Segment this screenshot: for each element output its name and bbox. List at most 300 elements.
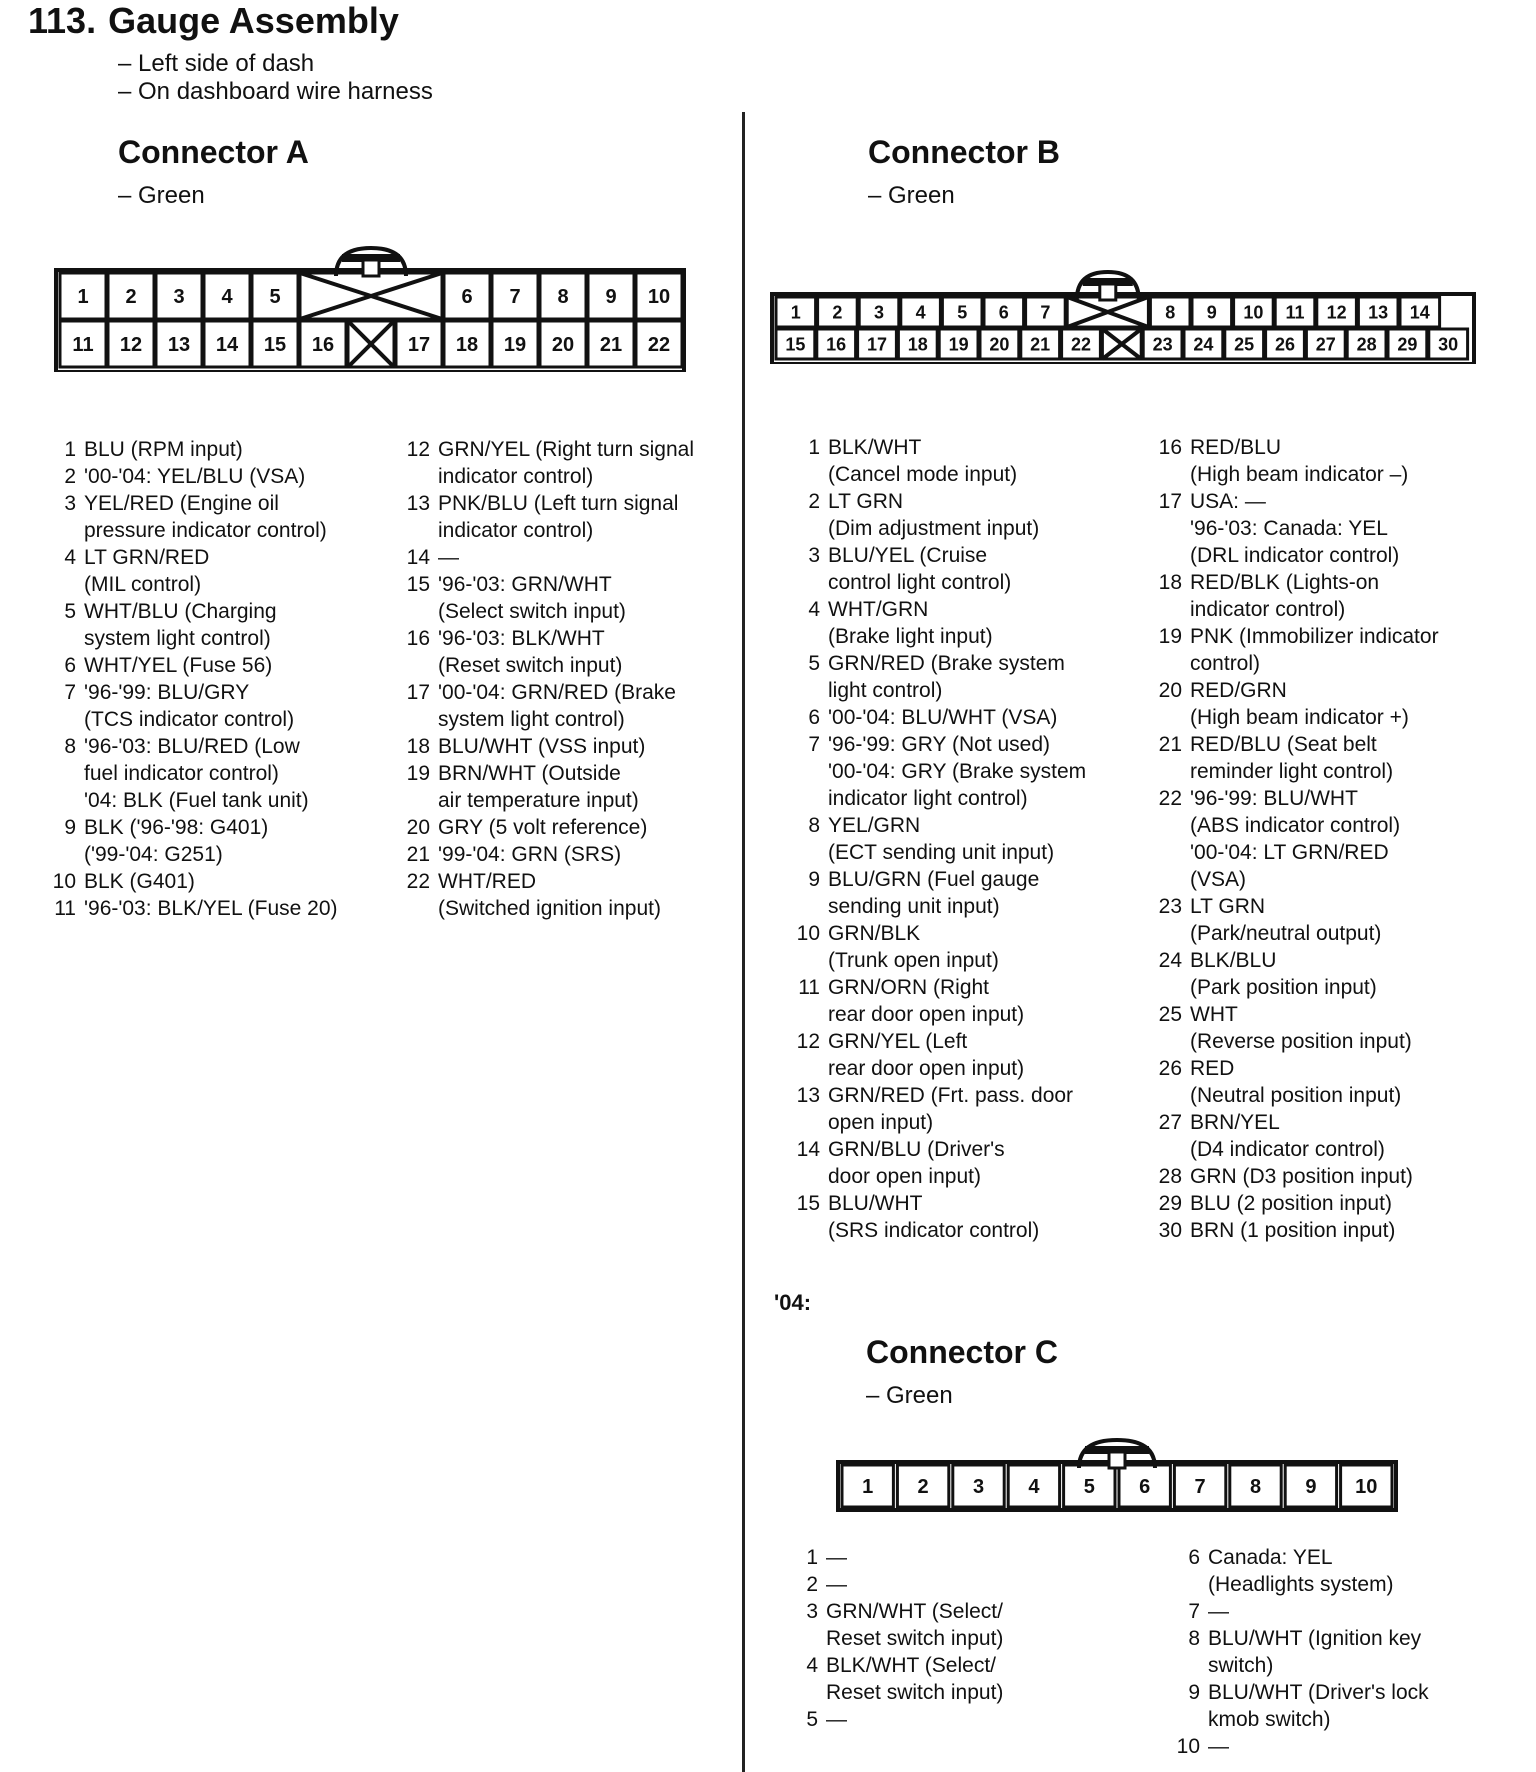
pin-description-line: ('99-'04: G251) (84, 843, 223, 866)
pin-number: 12 (406, 438, 430, 461)
pin-entry (1152, 1001, 1492, 1055)
connector-pin (156, 321, 202, 367)
pin-number: 21 (1158, 733, 1182, 756)
pin-description-line: (Neutral position input) (1190, 1084, 1402, 1107)
page-title (28, 0, 399, 42)
pin-description (1208, 1598, 1500, 1625)
pin-description-line: indicator light control) (828, 787, 1028, 810)
pin-entry (400, 625, 736, 679)
pin-entry (400, 436, 736, 490)
connector-b-diagram (770, 258, 1476, 364)
pin-number: 7 (64, 681, 76, 704)
pin-description-line: — (438, 546, 459, 569)
pin-entry (790, 974, 1130, 1028)
pin-entry (400, 760, 736, 814)
pin-entry (1152, 947, 1492, 1001)
connector-a-color: – Green (118, 182, 205, 209)
connector-pin (858, 329, 897, 359)
pin-label: 4 (915, 302, 926, 323)
connector-pin (1388, 329, 1427, 359)
connector-pin (1347, 329, 1386, 359)
connector-pin (1400, 297, 1440, 327)
pin-description (438, 841, 736, 868)
pin-description (1190, 1163, 1492, 1190)
pin-label: 19 (503, 334, 527, 357)
column-divider (742, 112, 745, 1772)
connector-c-title: Connector C (866, 1334, 1058, 1370)
connector-pin (1341, 1465, 1392, 1507)
pin-number: 5 (808, 652, 820, 675)
pin-number: 27 (1158, 1111, 1182, 1134)
pin-entry (1152, 488, 1492, 569)
connector-b-title: Connector B (868, 134, 1060, 170)
connector-a-pins-col2 (400, 436, 736, 922)
pin-number: 15 (406, 573, 430, 596)
pin-description (828, 974, 1130, 1028)
connector-c-pins-col1 (788, 1544, 1088, 1733)
pin-number: 8 (808, 814, 820, 837)
pin-description-line: (Select switch input) (438, 600, 626, 623)
pin-label: 3 (173, 286, 185, 309)
pin-entry (400, 679, 736, 733)
pin-entry (1170, 1598, 1500, 1625)
pin-description (1190, 1217, 1492, 1244)
connector-a-pins-col1 (46, 436, 376, 922)
pin-description-line: door open input) (828, 1165, 981, 1188)
pin-entry (1152, 893, 1492, 947)
pin-description (1190, 731, 1492, 785)
blank-cavity (1102, 329, 1141, 359)
pin-label: 1 (77, 286, 89, 309)
blank-cavity (348, 321, 394, 367)
pin-label: 20 (989, 334, 1010, 355)
pin-description-line: — (826, 1708, 847, 1731)
pin-description-line: (Dim adjustment input) (828, 517, 1040, 540)
pin-description-line: '96-'99: BLU/GRY (84, 681, 250, 704)
pin-description-line: BLK/WHT (828, 436, 922, 459)
connector-pin (1225, 329, 1264, 359)
pin-description-line: RED/BLU (1190, 436, 1282, 459)
pin-description (84, 463, 376, 490)
pin-label: 12 (119, 334, 143, 357)
pin-entry (790, 650, 1130, 704)
connector-pin (897, 1465, 948, 1507)
pin-label: 10 (1243, 302, 1264, 323)
connector-pin (1275, 297, 1315, 327)
pin-number: 2 (808, 490, 820, 513)
pin-description-line: BLK/WHT (Select/ (826, 1654, 996, 1677)
connector-pin (817, 329, 856, 359)
pin-number: 16 (1158, 436, 1182, 459)
pin-entry (46, 436, 376, 463)
pin-description-line: '04: BLK (Fuel tank unit) (84, 789, 309, 812)
pin-number: 8 (1188, 1627, 1200, 1650)
pin-description (1190, 677, 1492, 731)
pin-entry (788, 1571, 1088, 1598)
pin-entry (790, 1028, 1130, 1082)
pin-description-line: '00-'04: LT GRN/RED (1190, 841, 1389, 864)
pin-description-line: (MIL control) (84, 573, 202, 596)
pin-description (1190, 893, 1492, 947)
connector-pin (984, 297, 1024, 327)
pin-entry (1152, 1055, 1492, 1109)
pin-number: 9 (1188, 1681, 1200, 1704)
pin-number: 6 (808, 706, 820, 729)
pin-number: 2 (806, 1573, 818, 1596)
pin-entry (788, 1652, 1088, 1706)
pin-description-line: BLK ('96-'98: G401) (84, 816, 269, 839)
pin-label: 9 (1305, 1476, 1317, 1499)
pin-description (1190, 785, 1492, 893)
pin-number: 9 (64, 816, 76, 839)
connector-pin (540, 321, 586, 367)
pin-label: 16 (826, 334, 847, 355)
pin-entry (46, 679, 376, 733)
pin-description-line: BLU/GRN (Fuel gauge (828, 868, 1040, 891)
pin-label: 26 (1274, 334, 1296, 355)
pin-label: 18 (907, 334, 928, 355)
pin-description (438, 760, 736, 814)
pin-number: 20 (1158, 679, 1182, 702)
pin-description-line: (High beam indicator +) (1190, 706, 1409, 729)
pin-description-line: '96-'03: GRN/WHT (438, 573, 612, 596)
pin-description-line: '00-'04: GRN/RED (Brake (438, 681, 676, 704)
pin-description-line: (DRL indicator control) (1190, 544, 1400, 567)
pin-description-line: '96-'03: BLU/RED (Low (84, 735, 300, 758)
pin-label: 21 (1030, 334, 1051, 355)
pin-description (828, 866, 1130, 920)
pin-entry (788, 1544, 1088, 1571)
pin-description-line: BLU/WHT (828, 1192, 923, 1215)
pin-number: 17 (1158, 490, 1182, 513)
pin-number: 11 (798, 976, 820, 999)
pin-description-line: switch) (1208, 1654, 1274, 1677)
pin-description-line: '96-'03: BLK/YEL (Fuse 20) (84, 897, 338, 920)
pin-description-line: — (826, 1573, 847, 1596)
pin-number: 2 (64, 465, 76, 488)
connector-pin (540, 273, 586, 319)
connector-pin (818, 297, 858, 327)
pin-description (828, 542, 1130, 596)
pin-description-line: WHT/GRN (828, 598, 929, 621)
pin-description-line: control) (1190, 652, 1261, 675)
pin-label: 29 (1397, 334, 1418, 355)
pin-number: 19 (406, 762, 430, 785)
pin-label: 10 (1355, 1476, 1378, 1499)
pin-description-line: BLU (2 position input) (1190, 1192, 1392, 1215)
pin-description (828, 1190, 1130, 1244)
connector-c-color: – Green (866, 1382, 953, 1409)
pin-description (1190, 1055, 1492, 1109)
pin-description (828, 650, 1130, 704)
pin-label: 2 (917, 1476, 929, 1499)
pin-description (438, 571, 736, 625)
connector-b-pins-col2 (1152, 434, 1492, 1244)
pin-number: 23 (1158, 895, 1182, 918)
pin-description-line: '00-'04: YEL/BLU (VSA) (84, 465, 306, 488)
pin-number: 21 (406, 843, 430, 866)
connector-pin (204, 273, 250, 319)
pin-description (826, 1544, 1088, 1571)
pin-number: 3 (64, 492, 76, 515)
pin-number: 1 (806, 1546, 818, 1569)
pin-label: 5 (1083, 1476, 1095, 1499)
connector-pin (842, 1465, 893, 1507)
pin-number: 6 (64, 654, 76, 677)
pin-entry (790, 920, 1130, 974)
pin-entry (46, 814, 376, 868)
pin-description (438, 625, 736, 679)
pin-description (1208, 1544, 1500, 1598)
pin-number: 22 (406, 870, 430, 893)
pin-label: 24 (1193, 334, 1214, 355)
pin-number: 7 (808, 733, 820, 756)
connector-pin (776, 297, 816, 327)
connector-pin (942, 297, 982, 327)
pin-description-line: (Switched ignition input) (438, 897, 661, 920)
pin-description-line: LT GRN (828, 490, 904, 513)
pin-description (438, 679, 736, 733)
pin-description (828, 1082, 1130, 1136)
pin-number: 19 (1158, 625, 1182, 648)
connector-pin (1150, 297, 1190, 327)
pin-description-line: LT GRN (1190, 895, 1266, 918)
pin-description-line: — (1208, 1600, 1229, 1623)
pin-number: 24 (1158, 949, 1182, 972)
pin-entry (1152, 569, 1492, 623)
connector-pin (859, 297, 899, 327)
pin-description (1208, 1625, 1500, 1679)
pin-number: 29 (1158, 1192, 1182, 1215)
pin-entry (46, 544, 376, 598)
pin-number: 8 (64, 735, 76, 758)
connector-pin (1266, 329, 1305, 359)
pin-description-line: YEL/RED (Engine oil (84, 492, 279, 515)
pin-number: 3 (806, 1600, 818, 1623)
pin-label: 9 (605, 286, 617, 309)
connector-b-color: – Green (868, 182, 955, 209)
connector-pin (588, 321, 634, 367)
connector-pin (1192, 297, 1232, 327)
pin-number: 4 (64, 546, 76, 569)
pin-number: 28 (1158, 1165, 1182, 1188)
connector-c-svg (836, 1432, 1398, 1512)
pin-description-line: kmob switch) (1208, 1708, 1331, 1731)
pin-label: 16 (311, 334, 335, 357)
pin-description-line: reminder light control) (1190, 760, 1394, 783)
pin-description (84, 598, 376, 652)
pin-description-line: (High beam indicator –) (1190, 463, 1409, 486)
pin-label: 11 (72, 334, 94, 357)
pin-description-line: (ECT sending unit input) (828, 841, 1055, 864)
pin-description-line: BLU/YEL (Cruise (828, 544, 988, 567)
pin-description-line: (Reset switch input) (438, 654, 623, 677)
pin-label: 17 (866, 334, 888, 355)
pin-number: 26 (1158, 1057, 1182, 1080)
connector-pin (444, 273, 490, 319)
pin-entry (790, 1082, 1130, 1136)
pin-entry (1170, 1544, 1500, 1598)
pin-number: 14 (796, 1138, 820, 1161)
pin-description (1190, 488, 1492, 569)
pin-entry (46, 598, 376, 652)
pin-description-line: PNK (Immobilizer indicator (1190, 625, 1439, 648)
pin-entry (790, 866, 1130, 920)
pin-description-line: RED/GRN (1190, 679, 1287, 702)
pin-description (438, 733, 736, 760)
pin-description-line: BLU/WHT (Driver's lock (1208, 1681, 1429, 1704)
pin-description-line: GRN/YEL (Left (828, 1030, 968, 1053)
pin-description-line: WHT (1190, 1003, 1238, 1026)
pin-description-line: '96-'03: BLK/WHT (438, 627, 605, 650)
pin-entry (790, 1190, 1130, 1244)
pin-description-line: pressure indicator control) (84, 519, 327, 542)
pin-entry (400, 571, 736, 625)
connector-a-title: Connector A (118, 134, 309, 170)
pin-label: 14 (1409, 302, 1430, 323)
pin-description-line: fuel indicator control) (84, 762, 279, 785)
pin-number: 5 (806, 1708, 818, 1731)
pin-description-line: GRY (5 volt reference) (438, 816, 648, 839)
pin-entry (400, 490, 736, 544)
pin-entry (790, 596, 1130, 650)
pin-entry (46, 733, 376, 814)
pin-description-line: control light control) (828, 571, 1012, 594)
connector-pin (252, 321, 298, 367)
pin-entry (400, 733, 736, 760)
pin-entry (1170, 1679, 1500, 1733)
pin-entry (1152, 1190, 1492, 1217)
pin-number: 25 (1158, 1003, 1182, 1026)
pin-description-line: '00-'04: GRY (Brake system (828, 760, 1087, 783)
connector-pin (1429, 329, 1468, 359)
pin-label: 28 (1356, 334, 1377, 355)
connector-a-diagram (54, 240, 686, 372)
pin-description-line: GRN/BLK (828, 922, 921, 945)
connector-pin (636, 321, 682, 367)
pin-description-line: GRN/RED (Frt. pass. door (828, 1084, 1074, 1107)
pin-entry (1152, 1163, 1492, 1190)
pin-description-line: (Reverse position input) (1190, 1030, 1412, 1053)
pin-description-line: PNK/BLU (Left turn signal (438, 492, 679, 515)
pin-entry (400, 841, 736, 868)
pin-description (438, 490, 736, 544)
connector-b-svg (770, 258, 1476, 364)
pin-label: 14 (215, 334, 239, 357)
pin-description-line: RED (1190, 1057, 1235, 1080)
connector-pin (1184, 329, 1223, 359)
pin-label: 12 (1326, 302, 1347, 323)
connector-pin (156, 273, 202, 319)
pin-label: 17 (407, 334, 431, 357)
pin-entry (400, 868, 736, 922)
connector-pin (1306, 329, 1345, 359)
pin-description-line: (ABS indicator control) (1190, 814, 1401, 837)
pin-description-line: — (1208, 1735, 1229, 1758)
pin-description-line: Reset switch input) (826, 1681, 1004, 1704)
pin-entry (790, 488, 1130, 542)
pin-number: 12 (796, 1030, 820, 1053)
connector-pin (492, 273, 538, 319)
pin-number: 13 (406, 492, 430, 515)
pin-description-line: RED/BLK (Lights-on (1190, 571, 1380, 594)
connector-pin (1285, 1465, 1336, 1507)
pin-label: 6 (461, 286, 473, 309)
pin-entry (790, 434, 1130, 488)
pin-description-line: USA: — (1190, 490, 1266, 513)
pin-description-line: BLU (RPM input) (84, 438, 243, 461)
pin-number: 1 (808, 436, 820, 459)
pin-description (84, 895, 376, 922)
section-number: 113. (28, 0, 97, 41)
connector-pin (1119, 1465, 1170, 1507)
pin-label: 23 (1152, 334, 1173, 355)
pin-description-line: (Brake light input) (828, 625, 993, 648)
connector-pin (588, 273, 634, 319)
pin-number: 11 (54, 897, 76, 920)
pin-description-line: air temperature input) (438, 789, 639, 812)
pin-description (1208, 1679, 1500, 1733)
pin-label: 7 (1194, 1476, 1206, 1499)
connector-pin (1230, 1465, 1281, 1507)
pin-description-line: system light control) (438, 708, 625, 731)
pin-label: 4 (1028, 1476, 1040, 1499)
pin-number: 4 (808, 598, 820, 621)
pin-description-line: BLU/WHT (Ignition key (1208, 1627, 1422, 1650)
pin-entry (790, 731, 1130, 812)
pin-label: 3 (873, 302, 885, 323)
connector-pin (1008, 1465, 1059, 1507)
pin-description-line: open input) (828, 1111, 934, 1134)
pin-number: 16 (406, 627, 430, 650)
pin-description-line: WHT/RED (438, 870, 536, 893)
pin-entry (1170, 1625, 1500, 1679)
pin-description-line: Canada: YEL (1208, 1546, 1333, 1569)
pin-entry (1152, 1217, 1492, 1244)
pin-description (828, 920, 1130, 974)
pin-number: 4 (806, 1654, 818, 1677)
pin-description-line: (VSA) (1190, 868, 1247, 891)
pin-description-line: system light control) (84, 627, 271, 650)
connector-pin (396, 321, 442, 367)
pin-description-line: sending unit input) (828, 895, 1000, 918)
pin-description-line: WHT/BLU (Charging (84, 600, 277, 623)
year-label: '04: (774, 1290, 812, 1315)
pin-description-line: indicator control) (438, 519, 594, 542)
connector-pin (492, 321, 538, 367)
connector-pin (1021, 329, 1060, 359)
pin-description-line: GRN/YEL (Right turn signal (438, 438, 694, 461)
connector-pin (898, 329, 937, 359)
pin-description-line: BLK/BLU (1190, 949, 1277, 972)
pin-label: 20 (551, 334, 575, 357)
connector-c-diagram (836, 1432, 1398, 1512)
pin-description (828, 704, 1130, 731)
pin-description (1208, 1733, 1500, 1760)
pin-number: 20 (406, 816, 430, 839)
pin-description-line: RED/BLU (Seat belt (1190, 733, 1377, 756)
pin-description-line: GRN/RED (Brake system (828, 652, 1065, 675)
connector-pin (108, 273, 154, 319)
pin-label: 15 (263, 334, 287, 357)
pin-entry (46, 868, 376, 895)
pin-entry (1152, 1109, 1492, 1163)
pin-description (1190, 569, 1492, 623)
pin-description (828, 1136, 1130, 1190)
pin-description (1190, 1001, 1492, 1055)
pin-description (438, 544, 736, 571)
pin-label: 22 (647, 334, 671, 357)
